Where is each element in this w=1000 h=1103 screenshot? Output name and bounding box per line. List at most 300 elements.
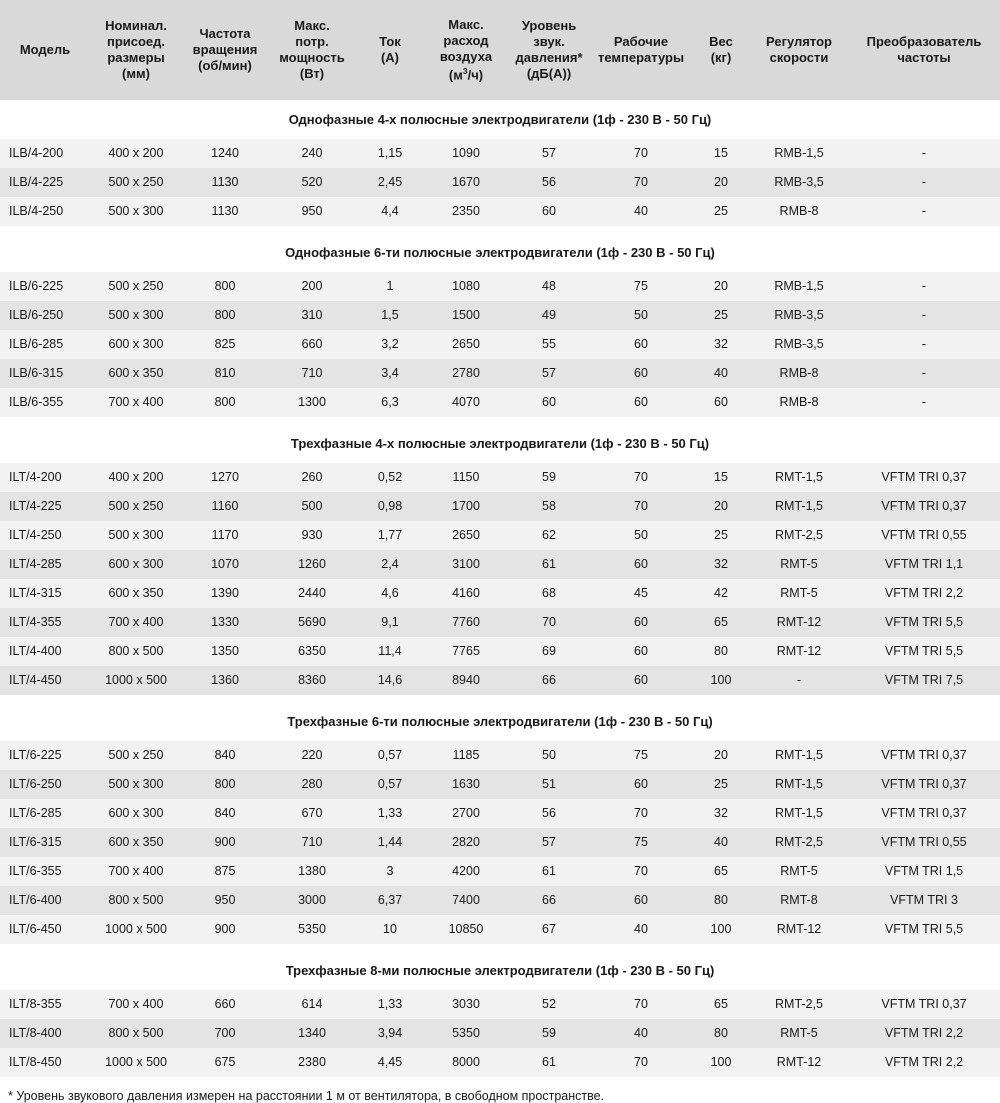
table-cell: 0,98 — [356, 492, 424, 521]
table-cell: 60 — [590, 388, 692, 417]
table-row — [0, 330, 1000, 359]
table-cell: 56 — [508, 168, 590, 197]
table-cell: 75 — [590, 741, 692, 770]
table-cell: RMT-1,5 — [750, 463, 848, 492]
table-cell: 500 — [268, 492, 356, 521]
section-spacer — [0, 695, 1000, 702]
table-cell: 4,6 — [356, 579, 424, 608]
table-cell: 4160 — [424, 579, 508, 608]
table-row — [0, 301, 1000, 330]
cell-model: ILB/6-250 — [0, 301, 90, 330]
table-cell: 800 — [182, 770, 268, 799]
table-cell: 3100 — [424, 550, 508, 579]
table-cell: RMB-8 — [750, 388, 848, 417]
table-cell: 4070 — [424, 388, 508, 417]
cell-model: ILT/6-250 — [0, 770, 90, 799]
table-cell: 58 — [508, 492, 590, 521]
table-cell: 700 x 400 — [90, 608, 182, 637]
table-cell: 40 — [590, 197, 692, 226]
table-cell: 310 — [268, 301, 356, 330]
table-row — [0, 857, 1000, 886]
table-cell: 5690 — [268, 608, 356, 637]
cell-model: ILT/6-355 — [0, 857, 90, 886]
table-cell: 1080 — [424, 272, 508, 301]
table-cell: 70 — [590, 168, 692, 197]
table-cell: - — [848, 388, 1000, 417]
section-spacer — [0, 944, 1000, 951]
table-cell: 49 — [508, 301, 590, 330]
table-cell: 710 — [268, 359, 356, 388]
table-cell: 65 — [692, 857, 750, 886]
cell-model: ILT/4-315 — [0, 579, 90, 608]
column-header-noise: Уровень звук. давления* (дБ(А)) — [508, 0, 590, 100]
column-header-model — [0, 0, 90, 100]
table-cell: VFTM TRI 0,37 — [848, 492, 1000, 521]
table-cell: RMB-3,5 — [750, 301, 848, 330]
table-row — [0, 990, 1000, 1019]
table-cell: 70 — [590, 463, 692, 492]
table-cell: 500 x 250 — [90, 492, 182, 521]
table-cell: 520 — [268, 168, 356, 197]
table-cell: 68 — [508, 579, 590, 608]
table-cell: - — [848, 359, 1000, 388]
table-cell: 950 — [268, 197, 356, 226]
table-row — [0, 492, 1000, 521]
table-cell: 700 — [182, 1019, 268, 1048]
table-cell: 66 — [508, 666, 590, 695]
table-cell: VFTM TRI 1,1 — [848, 550, 1000, 579]
table-cell: 2,45 — [356, 168, 424, 197]
table-cell: 60 — [590, 550, 692, 579]
header-label-model: Модель — [19, 41, 71, 57]
table-cell: 1,33 — [356, 990, 424, 1019]
table-cell: 8000 — [424, 1048, 508, 1077]
column-header-speed-regulator: Регулятор скорости — [750, 0, 848, 100]
table-cell: 1000 x 500 — [90, 915, 182, 944]
table-cell: VFTM TRI 3 — [848, 886, 1000, 915]
table-cell: 3030 — [424, 990, 508, 1019]
cell-model: ILB/6-315 — [0, 359, 90, 388]
table-cell: 25 — [692, 521, 750, 550]
table-cell: - — [848, 272, 1000, 301]
table-cell: RMT-5 — [750, 550, 848, 579]
table-cell: 52 — [508, 990, 590, 1019]
table-cell: - — [848, 197, 1000, 226]
table-cell: 1185 — [424, 741, 508, 770]
table-cell: VFTM TRI 0,37 — [848, 770, 1000, 799]
table-cell: 240 — [268, 139, 356, 168]
table-cell: 400 x 200 — [90, 463, 182, 492]
section-header-row — [0, 702, 1000, 741]
table-cell: 60 — [590, 330, 692, 359]
table-cell: RMT-8 — [750, 886, 848, 915]
table-cell: VFTM TRI 5,5 — [848, 637, 1000, 666]
table-cell: 80 — [692, 637, 750, 666]
table-row — [0, 1048, 1000, 1077]
table-row — [0, 741, 1000, 770]
section-header-row — [0, 100, 1000, 139]
table-cell: 50 — [590, 301, 692, 330]
cell-model: ILT/6-450 — [0, 915, 90, 944]
table-cell: RMT-5 — [750, 857, 848, 886]
table-cell: 200 — [268, 272, 356, 301]
table-cell: 1130 — [182, 197, 268, 226]
table-cell: 15 — [692, 463, 750, 492]
table-cell: 600 x 300 — [90, 330, 182, 359]
table-row — [0, 139, 1000, 168]
cell-model: ILT/6-400 — [0, 886, 90, 915]
table-cell: 7760 — [424, 608, 508, 637]
table-cell: 6,3 — [356, 388, 424, 417]
table-cell: 65 — [692, 990, 750, 1019]
section-title: Трехфазные 4-х полюсные электродвигатели (1ф - 230 В - 50 Гц) — [0, 424, 1000, 463]
table-cell: 75 — [590, 272, 692, 301]
section-title: Однофазные 6-ти полюсные электродвигатели (1ф - 230 В - 50 Гц) — [0, 233, 1000, 272]
table-cell: 2780 — [424, 359, 508, 388]
table-cell: 100 — [692, 915, 750, 944]
cell-model: ILT/4-225 — [0, 492, 90, 521]
cell-model: ILB/4-250 — [0, 197, 90, 226]
table-cell: 57 — [508, 139, 590, 168]
table-cell: 40 — [590, 915, 692, 944]
table-cell: 7400 — [424, 886, 508, 915]
table-cell: 260 — [268, 463, 356, 492]
table-cell: RMT-12 — [750, 637, 848, 666]
table-row — [0, 388, 1000, 417]
table-cell: 875 — [182, 857, 268, 886]
table-cell: 3,94 — [356, 1019, 424, 1048]
table-cell: 67 — [508, 915, 590, 944]
table-cell: 60 — [508, 388, 590, 417]
table-cell: RMB-3,5 — [750, 168, 848, 197]
table-cell: 1380 — [268, 857, 356, 886]
footnote: * Уровень звукового давления измерен на расстоянии 1 м от вентилятора, в свободном пространстве. — [8, 1089, 605, 1103]
table-cell: 1130 — [182, 168, 268, 197]
table-cell: 20 — [692, 168, 750, 197]
cell-model: ILT/6-285 — [0, 799, 90, 828]
table-cell: 500 x 300 — [90, 197, 182, 226]
section-title: Однофазные 4-х полюсные электродвигатели (1ф - 230 В - 50 Гц) — [0, 100, 1000, 139]
table-cell: 70 — [508, 608, 590, 637]
table-cell: 1500 — [424, 301, 508, 330]
table-cell: 800 x 500 — [90, 1019, 182, 1048]
table-cell: 800 — [182, 388, 268, 417]
table-cell: VFTM TRI 7,5 — [848, 666, 1000, 695]
table-cell: 900 — [182, 915, 268, 944]
table-cell: - — [848, 330, 1000, 359]
table-body — [0, 100, 1000, 1077]
section-spacer — [0, 226, 1000, 233]
table-cell: 1,15 — [356, 139, 424, 168]
table-cell: 25 — [692, 197, 750, 226]
table-cell: 700 x 400 — [90, 388, 182, 417]
spacer-cell — [0, 695, 1000, 702]
table-cell: 8360 — [268, 666, 356, 695]
table-row — [0, 828, 1000, 857]
table-cell: 11,4 — [356, 637, 424, 666]
table-cell: 0,57 — [356, 770, 424, 799]
column-header-current: Ток (А) — [356, 0, 424, 100]
table-cell: 60 — [590, 666, 692, 695]
table-cell: 14,6 — [356, 666, 424, 695]
table-cell: 1160 — [182, 492, 268, 521]
table-cell: 4200 — [424, 857, 508, 886]
cell-model: ILT/4-250 — [0, 521, 90, 550]
table-cell: 1 — [356, 272, 424, 301]
table-cell: 500 x 250 — [90, 741, 182, 770]
column-header-weight: Вес (кг) — [692, 0, 750, 100]
table-cell: 69 — [508, 637, 590, 666]
section-header-row — [0, 424, 1000, 463]
table-row — [0, 359, 1000, 388]
table-cell: - — [750, 666, 848, 695]
header-row — [0, 0, 1000, 100]
table-cell: 3,4 — [356, 359, 424, 388]
table-cell: RMT-1,5 — [750, 741, 848, 770]
table-cell: VFTM TRI 5,5 — [848, 608, 1000, 637]
table-cell: 700 x 400 — [90, 857, 182, 886]
spacer-cell — [0, 944, 1000, 951]
table-cell: 1,5 — [356, 301, 424, 330]
table-cell: 8940 — [424, 666, 508, 695]
table-cell: 59 — [508, 1019, 590, 1048]
table-cell: 710 — [268, 828, 356, 857]
table-cell: 840 — [182, 799, 268, 828]
spacer-cell — [0, 417, 1000, 424]
table-cell: 810 — [182, 359, 268, 388]
table-cell: 500 x 250 — [90, 168, 182, 197]
table-cell: 1000 x 500 — [90, 1048, 182, 1077]
cell-model: ILT/8-450 — [0, 1048, 90, 1077]
table-row — [0, 272, 1000, 301]
table-cell: 220 — [268, 741, 356, 770]
spacer-cell — [0, 226, 1000, 233]
table-cell: 800 — [182, 301, 268, 330]
table-cell: 500 x 300 — [90, 521, 182, 550]
table-cell: 2440 — [268, 579, 356, 608]
table-cell: VFTM TRI 0,37 — [848, 990, 1000, 1019]
table-row — [0, 197, 1000, 226]
table-cell: VFTM TRI 5,5 — [848, 915, 1000, 944]
table-cell: 56 — [508, 799, 590, 828]
table-row — [0, 915, 1000, 944]
table-cell: 1150 — [424, 463, 508, 492]
table-cell: 45 — [590, 579, 692, 608]
table-row — [0, 637, 1000, 666]
table-cell: 62 — [508, 521, 590, 550]
table-cell: 80 — [692, 1019, 750, 1048]
table-cell: - — [848, 139, 1000, 168]
table-cell: 660 — [268, 330, 356, 359]
table-cell: 660 — [182, 990, 268, 1019]
cell-model: ILB/4-200 — [0, 139, 90, 168]
table-cell: 60 — [590, 637, 692, 666]
table-cell: 70 — [590, 139, 692, 168]
table-cell: 32 — [692, 330, 750, 359]
table-cell: 930 — [268, 521, 356, 550]
table-cell: 10850 — [424, 915, 508, 944]
table-cell: RMT-12 — [750, 1048, 848, 1077]
table-cell: 40 — [692, 828, 750, 857]
table-cell: VFTM TRI 2,2 — [848, 1048, 1000, 1077]
table-cell: 48 — [508, 272, 590, 301]
table-cell: 500 x 300 — [90, 301, 182, 330]
table-cell: 1330 — [182, 608, 268, 637]
table-cell: 600 x 350 — [90, 828, 182, 857]
table-cell: VFTM TRI 0,37 — [848, 799, 1000, 828]
table-cell: 60 — [590, 608, 692, 637]
table-cell: 1360 — [182, 666, 268, 695]
table-cell: RMT-2,5 — [750, 990, 848, 1019]
table-cell: 1,33 — [356, 799, 424, 828]
table-cell: 60 — [590, 359, 692, 388]
table-cell: 1170 — [182, 521, 268, 550]
table-cell: 840 — [182, 741, 268, 770]
table-header — [0, 0, 1000, 100]
table-cell: 9,1 — [356, 608, 424, 637]
table-cell: VFTM TRI 2,2 — [848, 1019, 1000, 1048]
table-cell: 100 — [692, 666, 750, 695]
table-cell: 280 — [268, 770, 356, 799]
cell-model: ILT/4-200 — [0, 463, 90, 492]
table-cell: 400 x 200 — [90, 139, 182, 168]
table-cell: 32 — [692, 799, 750, 828]
column-header-temperature: Рабочие температуры — [590, 0, 692, 100]
table-cell: 61 — [508, 1048, 590, 1077]
table-cell: 1,77 — [356, 521, 424, 550]
section-title: Трехфазные 6-ти полюсные электродвигатели (1ф - 230 В - 50 Гц) — [0, 702, 1000, 741]
table-cell: 614 — [268, 990, 356, 1019]
section-spacer — [0, 417, 1000, 424]
table-cell: RMT-12 — [750, 915, 848, 944]
table-cell: RMT-2,5 — [750, 521, 848, 550]
table-cell: 3000 — [268, 886, 356, 915]
table-cell: 100 — [692, 1048, 750, 1077]
table-cell: 60 — [590, 770, 692, 799]
table-cell: 700 x 400 — [90, 990, 182, 1019]
table-cell: 1670 — [424, 168, 508, 197]
table-cell: 40 — [590, 1019, 692, 1048]
table-cell: RMT-5 — [750, 1019, 848, 1048]
cell-model: ILB/4-225 — [0, 168, 90, 197]
table-cell: 2700 — [424, 799, 508, 828]
cell-model: ILT/4-450 — [0, 666, 90, 695]
table-cell: 59 — [508, 463, 590, 492]
table-cell: 2820 — [424, 828, 508, 857]
table-cell: 7765 — [424, 637, 508, 666]
table-cell: RMT-1,5 — [750, 799, 848, 828]
table-cell: 25 — [692, 770, 750, 799]
table-cell: VFTM TRI 1,5 — [848, 857, 1000, 886]
table-cell: 1090 — [424, 139, 508, 168]
table-cell: 2650 — [424, 330, 508, 359]
table-cell: 0,52 — [356, 463, 424, 492]
table-cell: 1070 — [182, 550, 268, 579]
table-cell: RMB-3,5 — [750, 330, 848, 359]
table-cell: VFTM TRI 0,55 — [848, 828, 1000, 857]
table-cell: 2650 — [424, 521, 508, 550]
column-header-dimensions: Номинал. присоед. размеры (мм) — [90, 0, 182, 100]
table-cell: 66 — [508, 886, 590, 915]
table-cell: 50 — [590, 521, 692, 550]
table-cell: 15 — [692, 139, 750, 168]
table-cell: VFTM TRI 0,37 — [848, 741, 1000, 770]
table-cell: 675 — [182, 1048, 268, 1077]
column-header-airflow: Макс. расход воздуха $(м^3/ч)$ — [424, 0, 508, 100]
table-cell: 1000 x 500 — [90, 666, 182, 695]
table-cell: 1630 — [424, 770, 508, 799]
cell-model: ILT/6-315 — [0, 828, 90, 857]
table-cell: RMB-1,5 — [750, 139, 848, 168]
table-cell: 3 — [356, 857, 424, 886]
table-cell: 60 — [590, 886, 692, 915]
table-cell: 2380 — [268, 1048, 356, 1077]
table-cell: 40 — [692, 359, 750, 388]
cell-model: ILB/6-285 — [0, 330, 90, 359]
table-cell: 1300 — [268, 388, 356, 417]
table-cell: RMB-8 — [750, 197, 848, 226]
table-cell: 42 — [692, 579, 750, 608]
table-cell: 670 — [268, 799, 356, 828]
table-cell: 70 — [590, 1048, 692, 1077]
table-cell: 60 — [508, 197, 590, 226]
cell-model: ILT/4-285 — [0, 550, 90, 579]
table-row — [0, 770, 1000, 799]
table-cell: 825 — [182, 330, 268, 359]
table-cell: 20 — [692, 272, 750, 301]
table-cell: 600 x 350 — [90, 579, 182, 608]
table-cell: 2,4 — [356, 550, 424, 579]
table-cell: 20 — [692, 741, 750, 770]
section-title: Трехфазные 8-ми полюсные электродвигатели (1ф - 230 В - 50 Гц) — [0, 951, 1000, 990]
table-row — [0, 666, 1000, 695]
section-header-row — [0, 233, 1000, 272]
table-cell: VFTM TRI 0,55 — [848, 521, 1000, 550]
table-cell: 57 — [508, 359, 590, 388]
cell-model: ILB/6-225 — [0, 272, 90, 301]
table-cell: RMT-1,5 — [750, 770, 848, 799]
table-cell: 500 x 250 — [90, 272, 182, 301]
cell-model: ILT/8-355 — [0, 990, 90, 1019]
cell-model: ILT/4-400 — [0, 637, 90, 666]
table-cell: 80 — [692, 886, 750, 915]
cell-model: ILT/4-355 — [0, 608, 90, 637]
table-cell: 1240 — [182, 139, 268, 168]
table-cell: 900 — [182, 828, 268, 857]
table-cell: 1270 — [182, 463, 268, 492]
table-cell: 600 x 300 — [90, 799, 182, 828]
table-cell: 800 — [182, 272, 268, 301]
table-cell: 1,44 — [356, 828, 424, 857]
table-cell: 32 — [692, 550, 750, 579]
table-cell: RMT-12 — [750, 608, 848, 637]
section-header-row — [0, 951, 1000, 990]
column-header-power: Макс. потр. мощность (Вт) — [268, 0, 356, 100]
table-cell: 61 — [508, 550, 590, 579]
table-cell: 57 — [508, 828, 590, 857]
table-cell: 4,4 — [356, 197, 424, 226]
table-cell: 70 — [590, 990, 692, 1019]
table-cell: 6350 — [268, 637, 356, 666]
table-cell: RMB-1,5 — [750, 272, 848, 301]
table-cell: 25 — [692, 301, 750, 330]
table-cell: 75 — [590, 828, 692, 857]
cell-model: ILB/6-355 — [0, 388, 90, 417]
table-row — [0, 608, 1000, 637]
table-cell: 800 x 500 — [90, 637, 182, 666]
table-cell: 65 — [692, 608, 750, 637]
table-cell: 1700 — [424, 492, 508, 521]
